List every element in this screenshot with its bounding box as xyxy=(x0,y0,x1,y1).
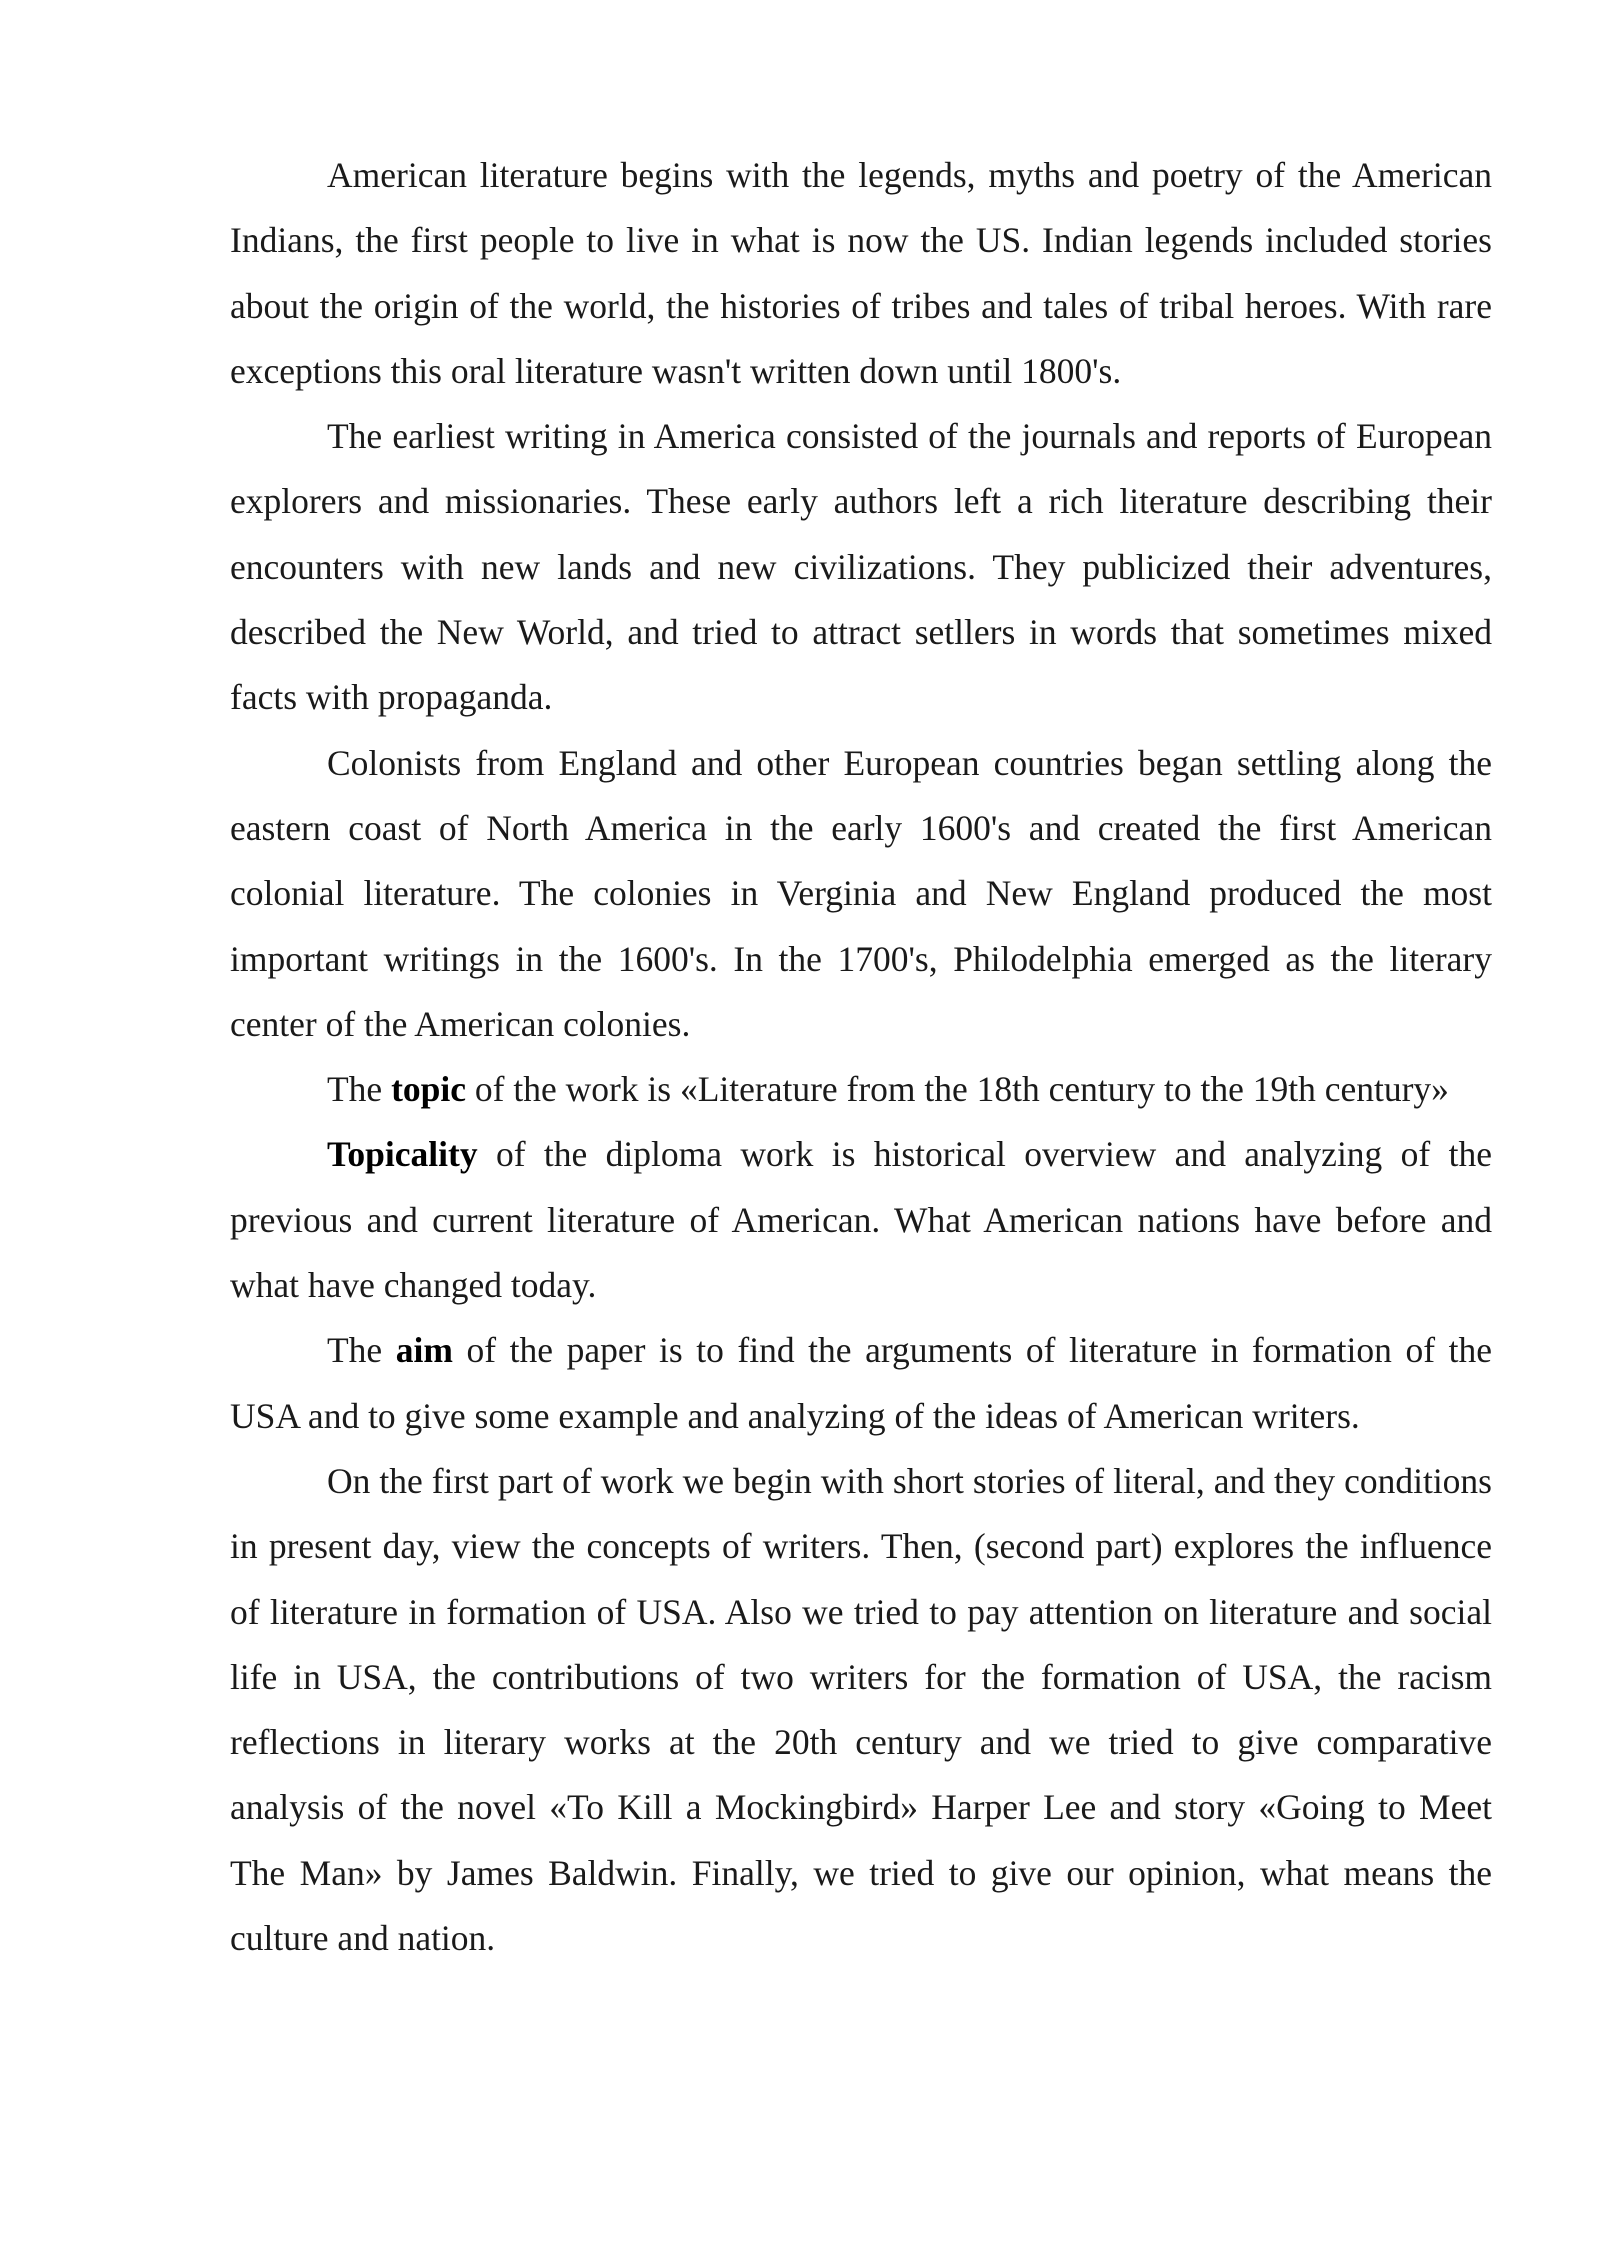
paragraph-topicality xyxy=(230,1122,1492,1318)
paragraph-text: The xyxy=(327,1069,392,1110)
paragraph-text: of the paper is to find the arguments of literature in formation of the USA and to give some example and analyzing of the ideas of American writers. xyxy=(230,1330,1492,1436)
paragraph-text: of the diploma work is historical overview and analyzing of the previous and current literature of American. What American nations have before and what have changed today. xyxy=(230,1134,1492,1306)
paragraph-work-structure xyxy=(230,1449,1492,1971)
paragraph-american-indian-literature xyxy=(230,143,1492,404)
paragraph-text: The xyxy=(327,1330,396,1371)
paragraph-text: of the work is «Literature from the 18th century to the 19th century» xyxy=(466,1069,1449,1110)
paragraph-text: Colonists from England and other European countries began settling along the eastern coast of North America in the early 1600's and created the first American colonial literature. The colonies in Verginia and New England produced the most important writings in the 1600's. In the 1700's, Philodelphia emerged as the literary center of the American colonies. xyxy=(230,742,1492,1044)
topicality-keyword: Topicality xyxy=(327,1134,478,1175)
paragraph-text: American literature begins with the legends, myths and poetry of the American Indians, the first people to live in what is now the US. Indian legends included stories about the origin of the world, the histories of tribes and tales of tribal heroes. With rare exceptions this oral literature wasn't written down until 1800's. xyxy=(230,155,1492,391)
paragraph-text: On the first part of work we begin with short stories of literal, and they conditions in present day, view the concepts of writers. Then, (second part) explores the influence of literature in formation of USA. Also we tried to pay attention on literature and social life in USA, the contributions of two writers for the formation of USA, the racism reflections in literary works at the 20th century and we tried to give comparative analysis of the novel «To Kill a Mockingbird» Harper Lee and story «Going to Meet The Man» by James Baldwin. Finally, we tried to give our opinion, what means the culture and nation. xyxy=(230,1460,1492,1959)
document-body xyxy=(230,143,1492,1971)
paragraph-colonial-literature xyxy=(230,731,1492,1057)
paragraph-text: The earliest writing in America consisted of the journals and reports of European explorers and missionaries. These early authors left a rich literature describing their encounters with new lands and new civilizations. They publicized their adventures, described the New World, and tried to attract setllers in words that sometimes mixed facts with propaganda. xyxy=(230,416,1492,718)
paragraph-topic xyxy=(230,1057,1492,1122)
topic-keyword: topic xyxy=(391,1069,467,1110)
paragraph-aim xyxy=(230,1318,1492,1449)
aim-keyword: aim xyxy=(395,1330,453,1371)
paragraph-earliest-writing xyxy=(230,404,1492,730)
